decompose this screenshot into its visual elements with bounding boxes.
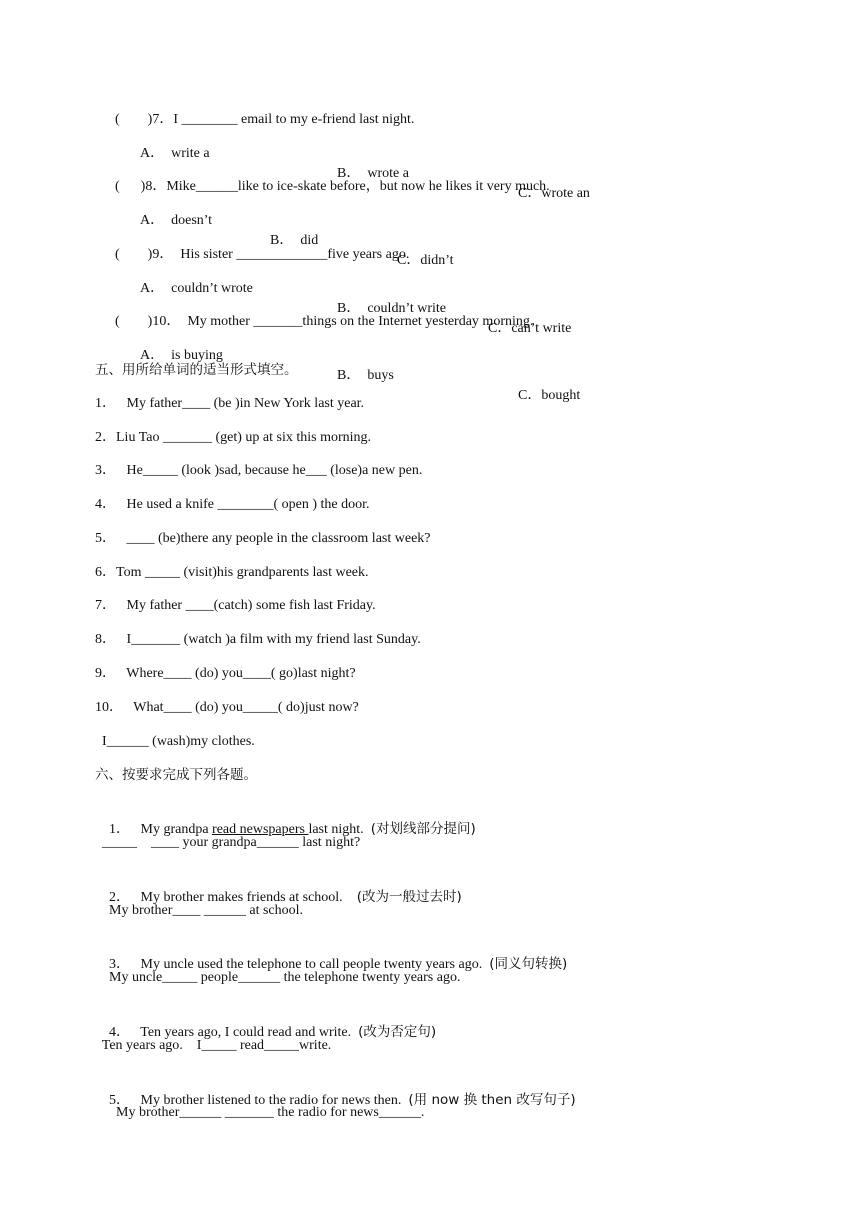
option-b: B． wrote a [337,166,409,181]
mcq-question-10 [101,292,534,329]
rewrite-answer-2: My brother____ ______ at school. [95,903,304,918]
option-b: B． did [270,233,319,248]
fill-item-10-answer: I______ (wash)my clothes. [95,734,255,749]
fill-item-6: 6．Tom _____ (visit)his grandparents last week. [95,565,369,580]
option-c: C．didn’t [397,253,454,268]
instruction: (对划线部分提问) [370,821,476,837]
instruction: (同义句转换) [489,956,568,972]
question-text: 4． Ten years ago, I could read and write. [109,1025,359,1040]
fill-item-3: 3． He_____ (look )sad, because he___ (lose)a new pen. [95,463,423,478]
mcq-question-8 [101,157,550,194]
underlined-phrase: read newspapers [212,822,309,837]
instruction: (用 now 换 then 改写句子) [408,1092,576,1108]
option-a: A． couldn’t wrote [140,281,253,296]
rewrite-question-2 [95,867,462,905]
rewrite-answer-1: _____ ____ your grandpa______ last night? [95,835,361,850]
option-a: A． doesn’t [140,213,213,228]
question-text: 7．I ________ email to my e-friend last night. [152,112,415,127]
fill-item-2: 2．Liu Tao _______ (get) up at six this morning. [95,430,372,445]
fill-item-7: 7． My father ____(catch) some fish last Friday. [95,598,376,613]
mcq-question-7 [101,90,415,127]
option-c: C．can’t write [488,321,572,336]
question-text: 9． His sister _____________five years ago. [152,247,410,262]
answer-paren: ( ) [115,247,153,262]
answer-paren: ( ) [115,314,153,329]
mcq-question-9 [101,225,410,262]
rewrite-answer-3: My uncle_____ people______ the telephone twenty years ago. [95,970,461,985]
rewrite-question-4 [95,1002,437,1040]
fill-item-8: 8． I_______ (watch )a film with my friend last Sunday. [95,632,421,647]
option-a: A． is buying [140,348,223,363]
instruction: (改为一般过去时) [356,889,462,905]
question-text: 2． My brother makes friends at school. [109,890,357,905]
option-c: C．wrote an [518,186,590,201]
fill-item-1: 1． My father____ (be )in New York last year. [95,396,365,411]
option-c: C．bought [518,388,581,403]
rewrite-question-3 [95,934,568,972]
rewrite-answer-5: My brother______ _______ the radio for news______. [95,1105,425,1120]
answer-paren: ( ) [115,112,153,127]
instruction: (改为否定句) [358,1024,437,1040]
answer-paren: ( ) [115,179,146,194]
question-text: 5． My brother listened to the radio for news then. [109,1093,409,1108]
fill-item-4: 4． He used a knife ________( open ) the door. [95,497,370,512]
option-b: B． couldn’t write [337,301,447,316]
question-text: 1． My grandpa [109,822,213,837]
option-a: A． write a [140,146,210,161]
option-b: B． buys [337,368,394,383]
question-text: 8．Mike______like to ice-skate before，but now he likes it very much. [145,179,550,194]
section5-heading: 五、用所给单词的适当形式填空。 [95,362,298,378]
question-text-tail: last night. [308,822,371,837]
question-text: 3． My uncle used the telephone to call people twenty years ago. [109,957,490,972]
rewrite-question-1 [95,799,476,837]
section6-heading: 六、按要求完成下列各题。 [95,767,257,783]
rewrite-answer-4: Ten years ago. I_____ read_____write. [95,1038,332,1053]
fill-item-10: 10． What____ (do) you_____( do)just now? [95,700,359,715]
fill-item-9: 9． Where____ (do) you____( go)last night? [95,666,356,681]
rewrite-question-5 [95,1070,576,1108]
fill-item-5: 5． ____ (be)there any people in the classroom last week? [95,531,431,546]
question-text: 10． My mother _______things on the Internet yesterday morning. [152,314,534,329]
